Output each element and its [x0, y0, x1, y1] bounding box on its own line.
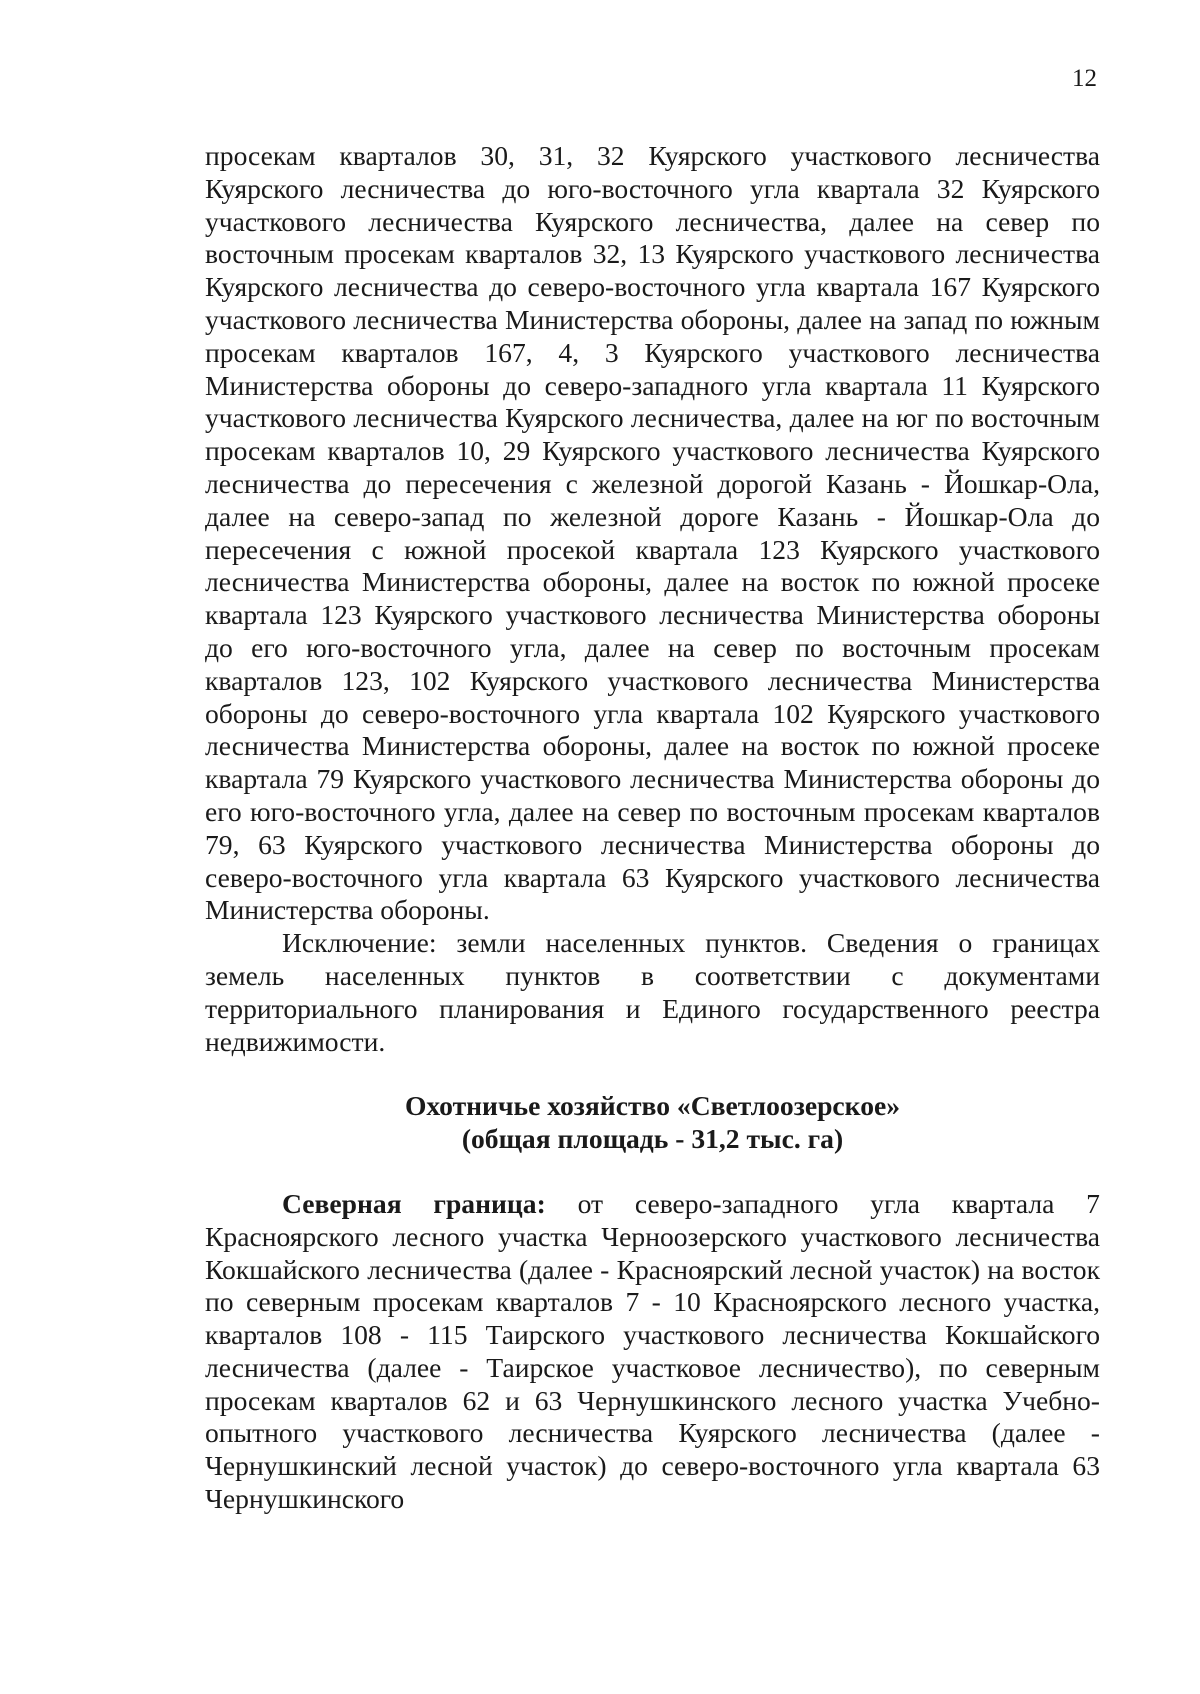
- document-body: [205, 140, 1100, 1516]
- section-subtitle: (общая площадь - 31,2 тыс. га): [461, 1123, 844, 1155]
- paragraph-boundary-description: просекам кварталов 30, 31, 32 Куярского участкового лесничества Куярского лесничества до юго-восточного угла квартала 32 Куярского участкового лесничества Куярского лесничества, далее на север по восточным просекам кварталов 32, 13 Куярского участкового лесничества Куярского лесничества до северо-восточного угла квартала 167 Куярского участкового лесничества Министерства обороны, далее на запад по южным просекам кварталов 167, 4, 3 Куярского участкового лесничества Министерства обороны до северо-западного угла квартала 11 Куярского участкового лесничества Куярского лесничества, далее на юг по восточным просекам кварталов 10, 29 Куярского участкового лесничества Куярского лесничества до пересечения с железной дорогой Казань - Йошкар-Ола, далее на северо-запад по железной дороге Казань - Йошкар-Ола до пересечения с южной просекой квартала 123 Куярского участкового лесничества Министерства обороны, далее на восток по южной просеке квартала 123 Куярского участкового лесничества Министерства обороны до его юго-восточного угла, далее на север по восточным просекам кварталов 123, 102 Куярского участкового лесничества Министерства обороны до северо-восточного угла квартала 102 Куярского участкового лесничества Министерства обороны, далее на восток по южной просеке квартала 79 Куярского участкового лесничества Министерства обороны до его юго-восточного угла, далее на север по восточным просекам кварталов 79, 63 Куярского участкового лесничества Министерства обороны до северо-восточного угла квартала 63 Куярского участкового лесничества Министерства обороны.: [205, 140, 1100, 926]
- paragraph-exclusion: Исключение: земли населенных пунктов. Сведения о границах земель населенных пунктов в соответствии с документами территориального планирования и Единого государственного реестра недвижимости.: [205, 927, 1100, 1057]
- north-boundary-label: Северная граница:: [282, 1187, 546, 1219]
- section-title: Охотничье хозяйство «Светлоозерское»: [404, 1090, 901, 1122]
- page-number: 12: [1072, 65, 1097, 92]
- paragraph-north-boundary: [205, 1188, 1100, 1516]
- section-heading: [205, 1090, 1100, 1156]
- spacer: [205, 1156, 1100, 1188]
- spacer: [205, 1058, 1100, 1090]
- north-boundary-text: от северо-западного угла квартала 7 Красноярского лесного участка Черноозерского участкового лесничества Кокшайского лесничества (далее - Красноярский лесной участок) на восток по северным просекам кварталов 7 - 10 Красноярского лесного участка, кварталов 108 - 115 Таирского участкового лесничества Кокшайского лесничества (далее - Таирское участковое лесничество), по северным просекам кварталов 62 и 63 Чернушкинского лесного участка Учебно-опытного участкового лесничества Куярского лесничества (далее - Чернушкинский лесной участок) до северо-восточного угла квартала 63 Чернушкинского: [205, 1187, 1100, 1515]
